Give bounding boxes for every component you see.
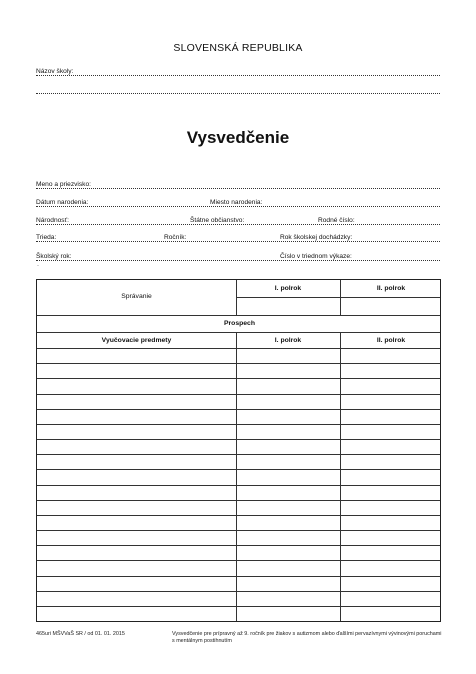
table-row xyxy=(37,424,440,425)
table-row xyxy=(37,454,440,455)
year-label: Ročník: xyxy=(164,234,187,241)
first-half-header: I. polrok xyxy=(274,285,302,292)
form-description: Vysvedčenie pre prípravný až 9. ročník pre žiakov s autizmom alebo ďalšími pervazívnymi vývinovými poruchami s mentálnym postihnutím xyxy=(172,631,442,644)
class-label: Trieda: xyxy=(36,234,57,241)
school-name-line-2 xyxy=(36,93,440,94)
birth-date-line xyxy=(36,206,440,207)
second-half-header: II. polrok xyxy=(376,285,406,292)
table-row xyxy=(37,545,440,546)
table-row xyxy=(37,409,440,410)
class-line xyxy=(36,241,440,242)
table-row xyxy=(37,591,440,592)
table-row xyxy=(37,439,440,440)
table-row xyxy=(37,469,440,470)
table-row xyxy=(37,530,440,531)
table-conduct-bottom xyxy=(37,315,440,316)
grades-table xyxy=(36,279,441,622)
school-name-label: Názov školy: xyxy=(36,68,74,75)
table-row xyxy=(37,560,440,561)
subjects-header: Vyučovacie predmety xyxy=(101,337,172,344)
attendance-year-label: Rok školskej dochádzky: xyxy=(280,234,353,241)
table-header-divider xyxy=(236,297,440,298)
table-row xyxy=(37,576,440,577)
header-country: SLOVENSKÁ REPUBLIKA xyxy=(173,42,303,54)
document-title: Vysvedčenie xyxy=(186,128,290,147)
nationality-line xyxy=(36,224,440,225)
school-year-label: Školský rok: xyxy=(36,253,72,260)
school-name-line xyxy=(36,75,440,76)
school-year-line xyxy=(36,260,440,261)
name-line xyxy=(36,188,440,189)
table-col-divider-2b xyxy=(340,332,341,621)
class-book-number-label: Číslo v triednom výkaze: xyxy=(280,253,352,260)
stray-mark: · xyxy=(37,263,39,269)
table-row xyxy=(37,606,440,607)
name-label: Meno a priezvisko: xyxy=(36,181,91,188)
birth-date-label: Dátum narodenia: xyxy=(36,199,89,206)
table-row xyxy=(37,378,440,379)
first-half-subjects-header: I. polrok xyxy=(274,337,302,344)
table-subjects-header-bottom xyxy=(37,348,440,349)
birth-number-label: Rodné číslo: xyxy=(318,217,355,224)
table-row xyxy=(37,515,440,516)
progress-label: Prospech xyxy=(224,320,255,327)
second-half-subjects-header: II. polrok xyxy=(376,337,406,344)
birth-place-label: Miesto narodenia: xyxy=(210,199,263,206)
citizenship-label: Štátne občianstvo: xyxy=(190,217,245,224)
table-row xyxy=(37,394,440,395)
table-row xyxy=(37,363,440,364)
nationality-label: Národnosť: xyxy=(36,217,69,224)
conduct-label: Správanie xyxy=(121,293,152,300)
table-progress-bottom xyxy=(37,332,440,333)
table-row xyxy=(37,485,440,486)
table-row xyxy=(37,500,440,501)
table-col-divider-1b xyxy=(236,332,237,621)
form-code: 465uri MŠVVaŠ SR / od 01. 01. 2015 xyxy=(36,631,125,637)
